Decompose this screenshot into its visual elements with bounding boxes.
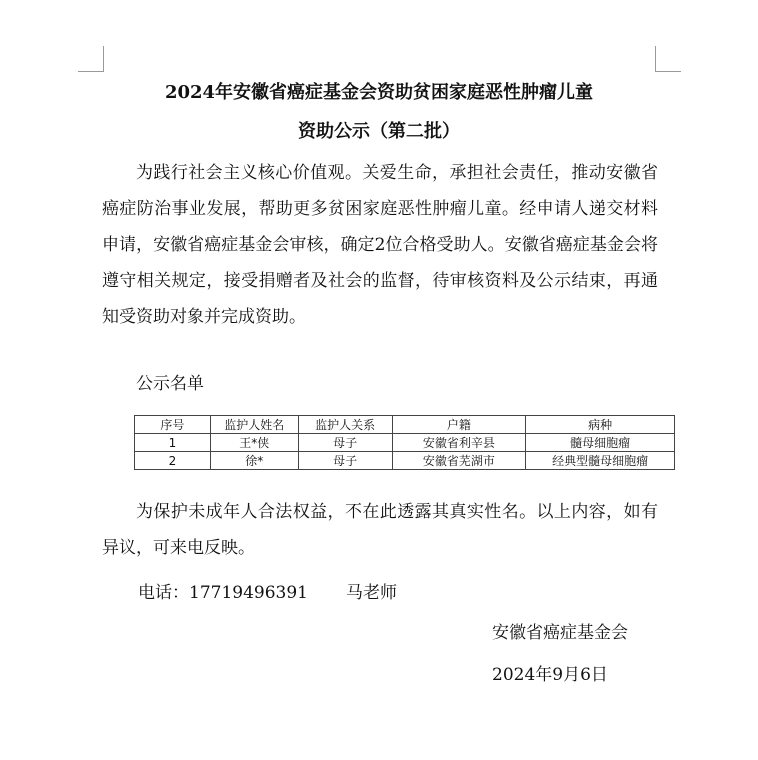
table-cell: 经典型髓母细胞瘤 <box>526 452 675 470</box>
table-cell: 1 <box>135 434 211 452</box>
document-subtitle: 资助公示（第二批） <box>298 121 460 142</box>
page-corner-mark-top-left <box>78 46 104 72</box>
table-header-cell: 户籍 <box>392 416 526 434</box>
table-row <box>135 434 675 452</box>
contact-line <box>138 575 397 611</box>
table-header-cell: 监护人姓名 <box>210 416 298 434</box>
signature-date: 2024年9月6日 <box>492 665 608 685</box>
table-row <box>135 452 675 470</box>
table-header-cell: 病种 <box>526 416 675 434</box>
table-cell: 母子 <box>298 434 392 452</box>
privacy-paragraph: 为保护未成年人合法权益，不在此透露其真实性名。以上内容，如有异议，可来电反映。 <box>102 502 658 558</box>
contact-person: 马老师 <box>345 583 397 603</box>
table-cell: 髓母细胞瘤 <box>526 434 675 452</box>
table-cell: 王*侠 <box>210 434 298 452</box>
table-header-cell: 序号 <box>135 416 211 434</box>
table-header-row <box>135 416 675 434</box>
recipient-table <box>134 415 675 470</box>
document-title: 2024年安徽省癌症基金会资助贫困家庭恶性肿瘤儿童 <box>164 82 594 103</box>
table-cell: 安徽省芜湖市 <box>392 452 526 470</box>
table-cell: 母子 <box>298 452 392 470</box>
intro-paragraph: 为践行社会主义核心价值观。关爱生命，承担社会责任，推动安徽省癌症防治事业发展，帮助更多贫困家庭恶性肿瘤儿童。经申请人递交材料申请，安徽省癌症基金会审核，确定2位合格受助人。安徽省癌症基金会将遵守相关规定，接受捐赠者及社会的监督，待审核资料及公示结束，再通知受资助对象并完成资助。 <box>102 163 658 327</box>
list-label: 公示名单 <box>136 374 204 394</box>
table-cell: 安徽省利辛县 <box>392 434 526 452</box>
signature-organization: 安徽省癌症基金会 <box>492 623 628 643</box>
page-corner-mark-top-right <box>655 46 681 72</box>
table-cell: 2 <box>135 452 211 470</box>
phone-number: 电话：17719496391 <box>138 583 308 603</box>
table-header-cell: 监护人关系 <box>298 416 392 434</box>
table-cell: 徐* <box>210 452 298 470</box>
